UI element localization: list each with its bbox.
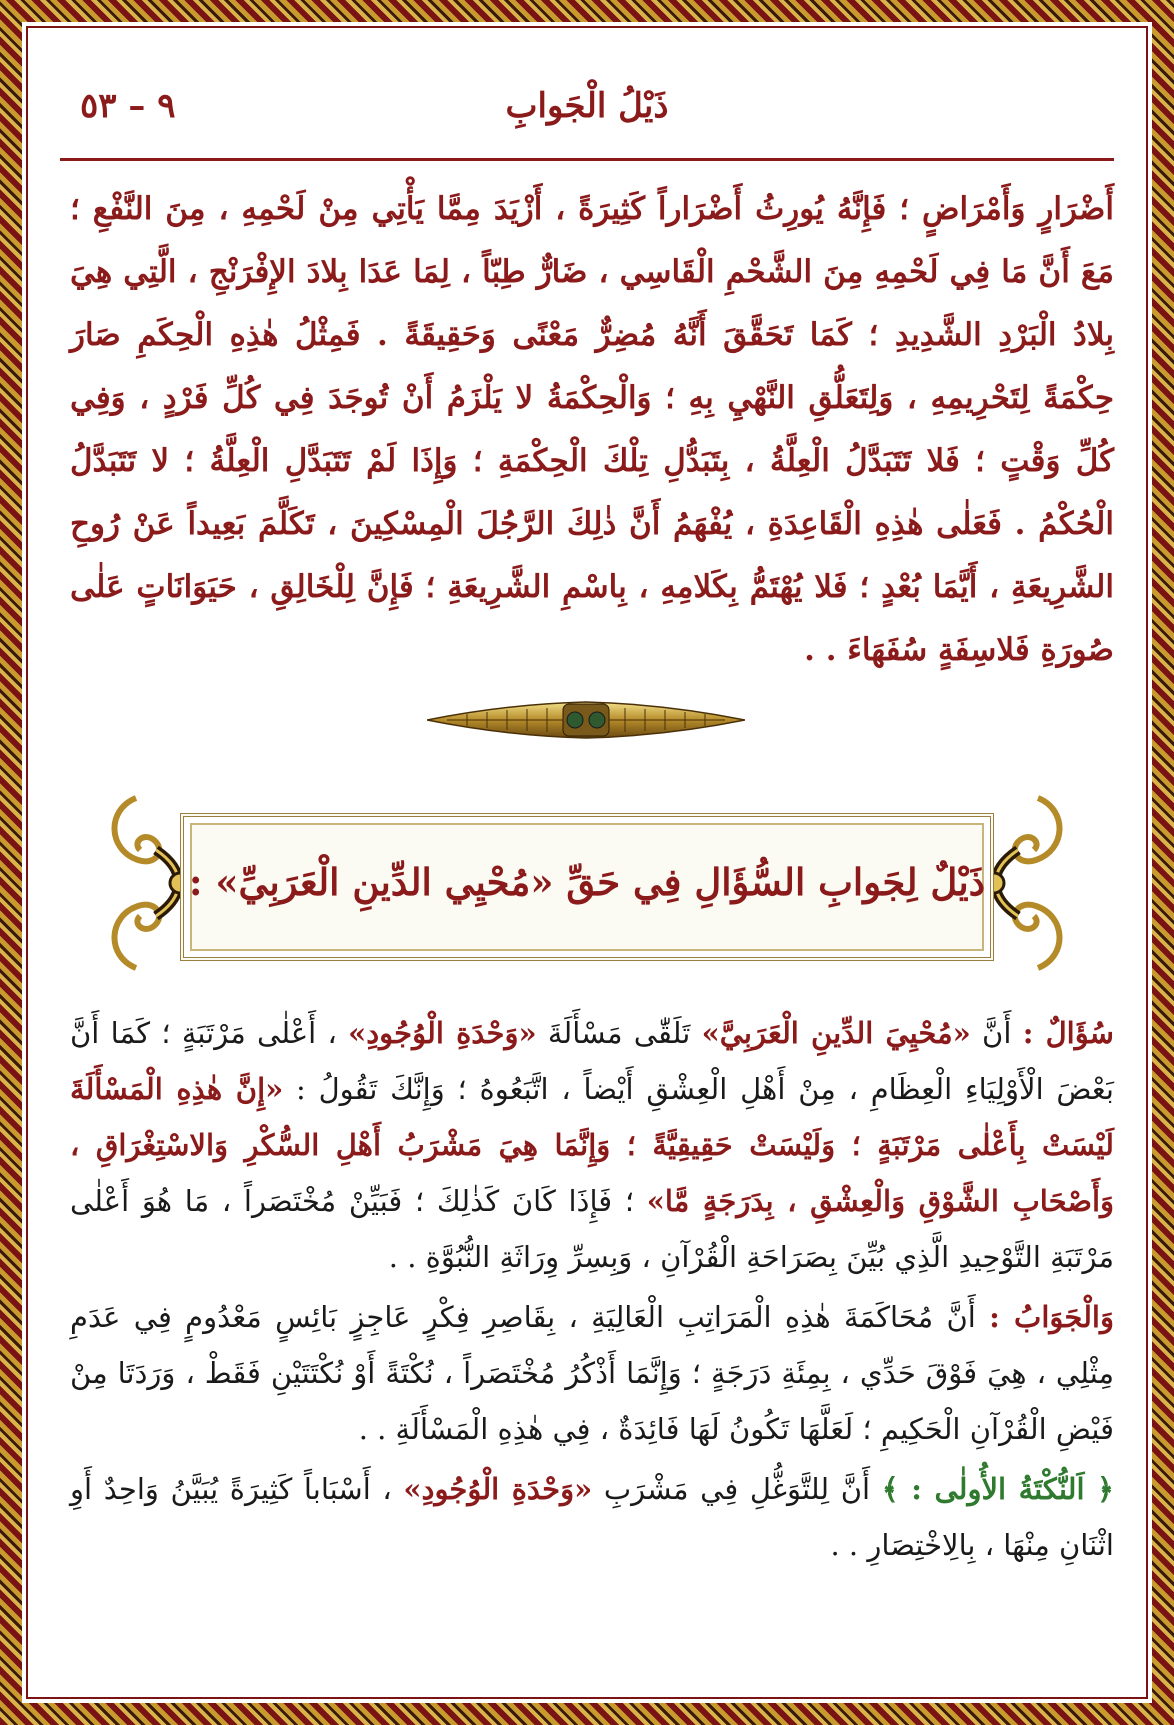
- answer-paragraph: [70, 1289, 1114, 1457]
- point1-paragraph: [70, 1461, 1114, 1573]
- point1-topic: «وَحْدَةِ الْوُجُودِ»: [403, 1472, 593, 1506]
- point1-text-2: ، أَسْبَاباً كَثِيرَةً يُبَيَّنُ وَاحِدٌ أَوِ اثْنَانِ مِنْهَا ، بِالِاخْتِصَارِ . .: [70, 1472, 1114, 1562]
- point1-label: ﴿ اَلنُّكْتَةُ الأُولٰى : ﴾: [881, 1472, 1115, 1506]
- question-name: «مُحْيِيَ الدِّينِ الْعَرَبِيَّ»: [701, 1016, 971, 1050]
- question-text-2: تَلَقّٰى مَسْأَلَةَ: [536, 1016, 702, 1050]
- question-label: سُؤَالٌ :: [1022, 1016, 1114, 1050]
- main-text: [70, 1005, 1114, 1577]
- continuation-paragraph: أَضْرَارٍ وَأَمْرَاضٍ ؛ فَإِنَّهُ يُورِثُ أَضْرَاراً كَثِيرَةً ، أَزْيَدَ مِمَّا يَأْتِي مِنْ لَحْمِهِ ، مِنَ النَّفْعِ ؛ مَعَ أَنَّ مَا فِي لَحْمِهِ مِنَ الشَّحْمِ الْقَاسِي ، ضَارٌّ طِبّاً ، لِمَا عَدَا بِلادَ الإِفْرَنْجِ ، الَّتِي هِيَ بِلادُ الْبَرْدِ الشَّدِيدِ ؛ كَمَا تَحَقَّقَ أَنَّهُ مُضِرٌّ مَعْنًى وَحَقِيقَةً . فَمِثْلُ هٰذِهِ الْحِكَمِ صَارَ حِكْمَةً لِتَحْرِيمِهِ ، وَلِتَعَلُّقِ النَّهْيِ بِهِ ؛ وَالْحِكْمَةُ لا يَلْزَمُ أَنْ تُوجَدَ فِي كُلِّ فَرْدٍ ، وَفِي كُلِّ وَقْتٍ ؛ فَلا تَتَبَدَّلُ الْعِلَّةُ ، بِتَبَدُّلِ تِلْكَ الْحِكْمَةِ ؛ وَإِذَا لَمْ تَتَبَدَّلِ الْعِلَّةُ ؛ لا تَتَبَدَّلُ الْحُكْمُ . فَعَلٰى هٰذِهِ الْقَاعِدَةِ ، يُفْهَمُ أَنَّ ذٰلِكَ الرَّجُلَ الْمِسْكِينَ ، تَكَلَّمَ بَعِيداً عَنْ رُوحِ الشَّرِيعَةِ ، أَيَّمَا بُعْدٍ ؛ فَلا يُهْتَمُّ بِكَلامِهِ ، بِاسْمِ الشَّرِيعَةِ ؛ فَإِنَّ لِلْخَالِقِ ، حَيَوَانَاتٍ عَلٰى صُورَةِ فَلاسِفَةٍ سُفَهَاءَ . .: [70, 191, 1114, 668]
- answer-label: وَالْجَوَابُ :: [989, 1300, 1114, 1334]
- page-header: [60, 86, 1114, 146]
- section-heading-box: [180, 813, 994, 961]
- question-text-4: ؛ فَإِذَا كَانَ كَذٰلِكَ ؛ فَبَيِّنْ مُخْتَصَراً ، مَا هُوَ أَعْلٰى مَرْتَبَةِ التَّوْحِيدِ الَّذِي بُيِّنَ بِصَرَاحَةِ الْقُرْآنِ ، وَبِسِرِّ وِرَاثَةِ النُّبُوَّةِ . .: [70, 1184, 1114, 1274]
- book-page: [40, 40, 1134, 1685]
- question-topic: «وَحْدَةِ الْوُجُودِ»: [348, 1016, 537, 1050]
- question-text-3: ، أَعْلٰى مَرْتَبَةٍ ؛ كَمَا أَنَّ بَعْضَ الْأَوْلِيَاءِ الْعِظَامِ ، مِنْ أَهْلِ الْعِشْقِ أَيْضاً ، اتَّبَعُوهُ ؛ وَإِنَّكَ تَقُولُ :: [70, 1016, 1114, 1106]
- answer-text: أَنَّ مُحَاكَمَةَ هٰذِهِ الْمَرَاتِبِ الْعَالِيَةِ ، بِقَاصِرِ فِكْرٍ عَاجِزٍ بَائِسٍ مَعْدُومٍ فِي عَدَمِ مِثْلِي ، هِيَ فَوْقَ حَدِّي ، بِمِئَةِ دَرَجَةٍ ؛ وَإِنَّمَا أَذْكُرُ مُخْتَصَراً ، نُكْتَةً أَوْ نُكْتَتَيْنِ فَقَطْ ، وَرَدَتَا مِنْ فَيْضِ الْقُرْآنِ الْحَكِيمِ ؛ لَعَلَّهَا تَكُونُ لَهَا فَائِدَةٌ ، فِي هٰذِهِ الْمَسْأَلَةِ . .: [70, 1300, 1114, 1446]
- page-number: ٩ – ٥٣: [80, 86, 176, 126]
- section-heading: ذَيْلٌ لِجَوابِ السُّؤَالِ فِي حَقِّ «مُحْيِي الدِّينِ الْعَرَبِيِّ» :: [188, 860, 986, 904]
- header-rule: [60, 158, 1114, 161]
- question-text-1: أَنَّ: [970, 1016, 1023, 1050]
- ornament-divider-icon: [427, 698, 745, 742]
- question-quote: «إِنَّ هٰذِهِ الْمَسْأَلَةَ لَيْسَتْ بِأَعْلٰى مَرْتَبَةٍ ؛ وَلَيْسَتْ حَقِيقِيَّةً ؛ وَإِنَّمَا هِيَ مَشْرَبُ أَهْلِ السُّكْرِ وَالاسْتِغْرَاقِ ، وَأَصْحَابِ الشَّوْقِ وَالْعِشْقِ ، بِدَرَجَةٍ مَّا»: [70, 1072, 1114, 1218]
- point1-text-1: أَنَّ لِلتَّوَغُّلِ فِي مَشْرَبِ: [592, 1472, 882, 1506]
- question-paragraph: [70, 1005, 1114, 1285]
- running-title: ذَيْلُ الْجَوابِ: [505, 86, 669, 126]
